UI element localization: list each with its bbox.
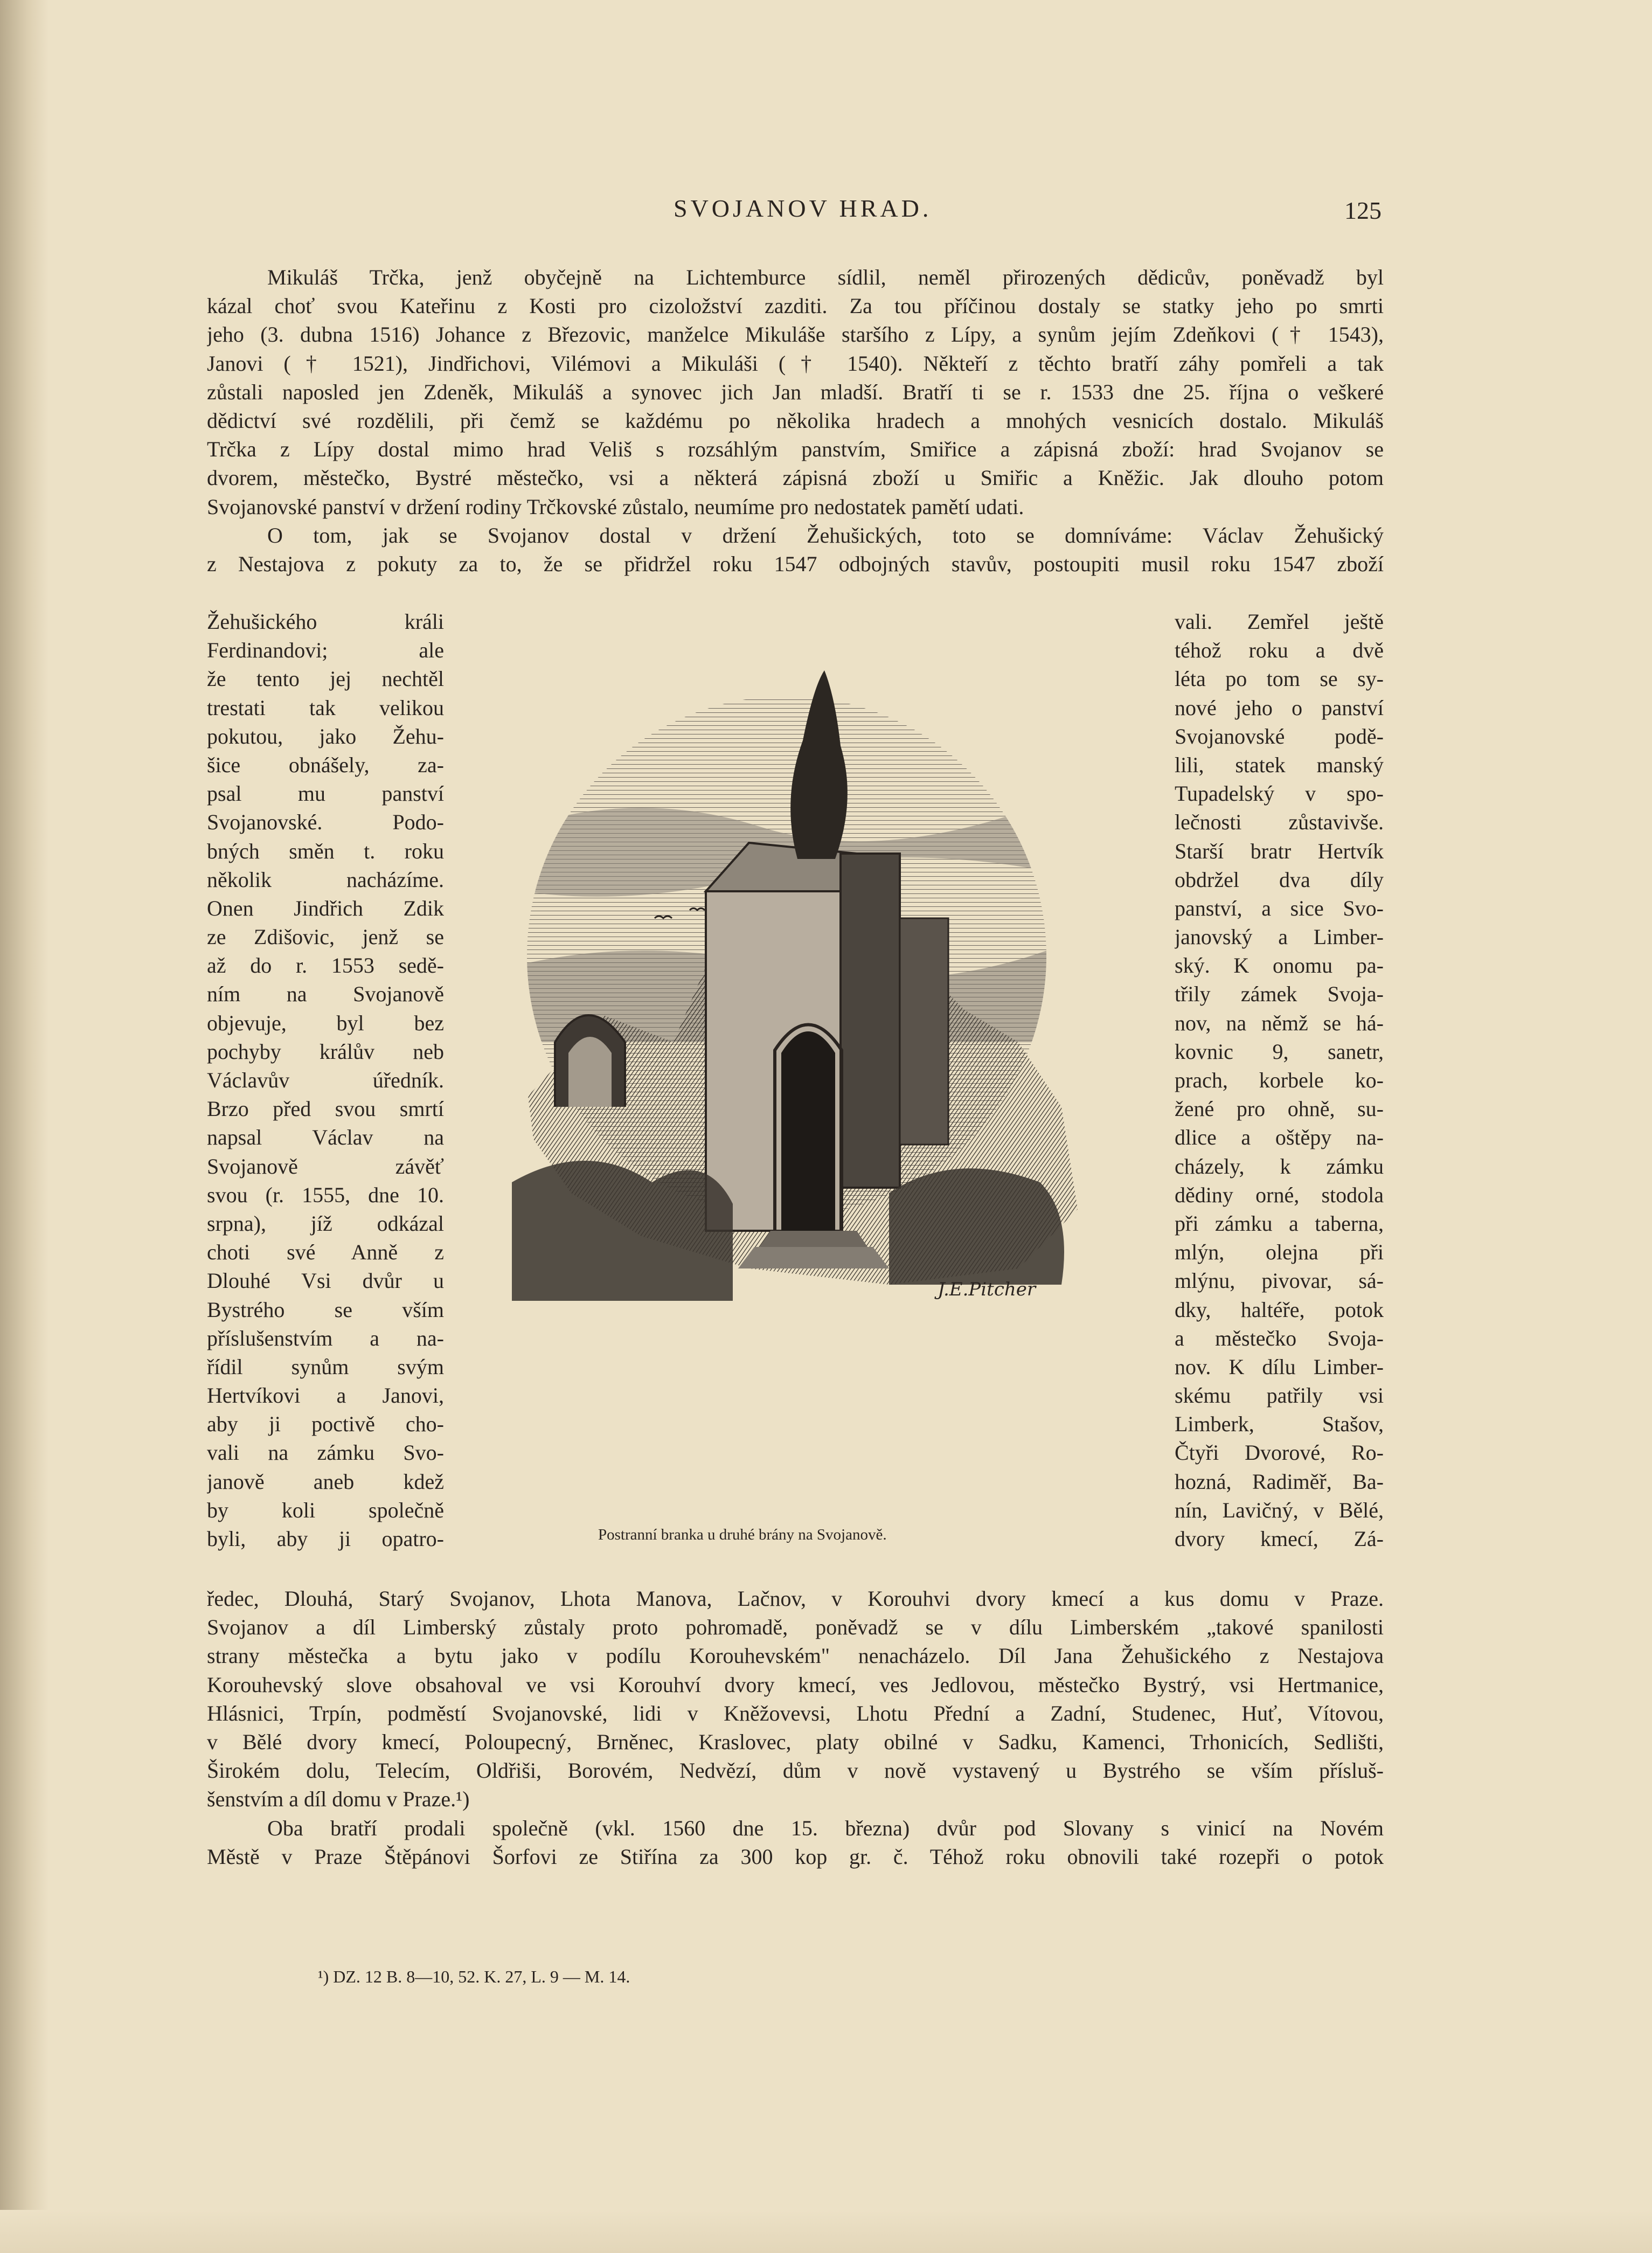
- text-line: Onen Jindřich Zdik: [207, 896, 444, 920]
- text-line: a městečko Svoja-: [1175, 1326, 1384, 1350]
- text-line: dvory kmecí, Zá-: [1175, 1527, 1384, 1551]
- text-line: nín, Lavičný, v Bělé,: [1175, 1498, 1384, 1522]
- text-line: při zámku a taberna,: [1175, 1211, 1384, 1236]
- text-line: strany městečka a bytu jako v podílu Korouhevském" nenacházelo. Díl Jana Žehušického z Nestajova: [207, 1644, 1384, 1668]
- text-line: janově aneb kdež: [207, 1469, 444, 1494]
- text-line: třily zámek Svoja-: [1175, 982, 1384, 1007]
- bottom-paragraphs: [207, 1584, 1384, 1871]
- text-line: Svojanov a díl Limberský zůstaly proto pohromadě, poněvadž se v dílu Limberském „takové spanilosti: [207, 1615, 1384, 1640]
- text-line: by koli společně: [207, 1498, 444, 1522]
- text-line: aby ji poctivě cho-: [207, 1412, 444, 1437]
- text-line: Bystrého se vším: [207, 1297, 444, 1322]
- text-line: Oba bratří prodali společně (vkl. 1560 dne 15. března) dvůr pod Slovany s vinicí na Novém: [267, 1815, 1384, 1840]
- text-line: že tento jej nechtěl: [207, 667, 444, 691]
- text-line: nové jeho o panství: [1175, 695, 1384, 720]
- text-line: v Bělé dvory kmecí, Poloupecný, Brněnec, Kraslovec, platy obilné v Sadku, Kamenci, Trhonicích, Sedlišti,: [207, 1729, 1384, 1754]
- text-line: řídil synům svým: [207, 1354, 444, 1379]
- text-line: cházely, k zámku: [1175, 1154, 1384, 1179]
- text-line: Hlásnici, Trpín, podměstí Svojanovské, lidi v Kněžovevsi, Lhotu Přední a Zadní, Studenec, Huť, Vítovou,: [207, 1701, 1384, 1725]
- text-line: ze Zdišovic, jenž se: [207, 925, 444, 949]
- text-line: Limberk, Stašov,: [1175, 1412, 1384, 1437]
- footnote: ¹) DZ. 12 B. 8—10, 52. K. 27, L. 9 — M. 14.: [318, 1967, 630, 1986]
- text-line: Dlouhé Vsi dvůr u: [207, 1268, 444, 1293]
- page-number: 125: [1344, 197, 1382, 224]
- text-line: nov. K dílu Limber-: [1175, 1354, 1384, 1379]
- text-line: Žehušického králi: [207, 609, 444, 634]
- text-line: O tom, jak se Svojanov dostal v držení Žehušických, toto se domníváme: Václav Žehušický: [267, 523, 1384, 547]
- text-line: Trčka z Lípy dostal mimo hrad Veliš s rozsáhlým panstvím, Smiřice a zápisná zboží: hrad Svojanov se: [207, 437, 1384, 462]
- text-line: hozná, Radiměř, Ba-: [1175, 1469, 1384, 1494]
- text-line: psal mu panství: [207, 781, 444, 806]
- text-line: svou (r. 1555, dne 10.: [207, 1182, 444, 1207]
- text-line: choti své Anně z: [207, 1240, 444, 1265]
- text-line: Ferdinandovi; ale: [207, 638, 444, 663]
- text-line: téhož roku a dvě: [1175, 638, 1384, 663]
- text-line: šenstvím a díl domu v Praze.¹): [207, 1787, 470, 1812]
- text-line: dědictví své rozdělili, při čemž se každému po několika hradech a mnohých vesnicích dostalo. Mikuláš: [207, 408, 1384, 433]
- text-line: vali. Zemřel ještě: [1175, 609, 1384, 634]
- text-line: zůstali naposled jen Zdeněk, Mikuláš a synovec jich Jan mladší. Bratří ti se r. 1533 dne 25. října o veškeré: [207, 379, 1384, 404]
- text-line: několik nacházíme.: [207, 867, 444, 892]
- text-line: jeho (3. dubna 1516) Johance z Březovic, manželce Mikuláše staršího z Lípy, a synům jejím Zdeňkovi († 1543),: [207, 322, 1384, 347]
- text-line: Korouhevský slove obsahoval ve vsi Korouhví dvory kmecí, ves Jedlovou, městečko Bystrý, vsi Hertmanice,: [207, 1672, 1384, 1697]
- text-line: Hertvíkovi a Janovi,: [207, 1383, 444, 1408]
- page-header: [0, 194, 1652, 232]
- text-line: Janovi († 1521), Jindřichovi, Vilémovi a Mikuláši († 1540). Někteří z těchto bratří záhy pomřeli a tak: [207, 351, 1384, 376]
- text-line: ředec, Dlouhá, Starý Svojanov, Lhota Manova, Lačnov, v Korouhvi dvory kmecí a kus domu v Praze.: [207, 1586, 1384, 1611]
- text-line: prach, korbele ko-: [1175, 1068, 1384, 1092]
- text-line: dlice a oštěpy na-: [1175, 1125, 1384, 1150]
- text-line: léta po tom se sy-: [1175, 667, 1384, 691]
- text-line: mlýn, olejna při: [1175, 1240, 1384, 1265]
- text-line: Brzo před svou smrtí: [207, 1097, 444, 1121]
- text-line: Václavův úředník.: [207, 1068, 444, 1092]
- text-line: Tupadelský v spo-: [1175, 781, 1384, 806]
- text-line: mlýnu, pivovar, sá-: [1175, 1268, 1384, 1293]
- text-line: žené pro ohně, su-: [1175, 1097, 1384, 1121]
- text-line: příslušenstvím a na-: [207, 1326, 444, 1350]
- text-line: kázal choť svou Kateřinu z Kosti pro cizoložství zazditi. Za tou příčinou dostaly se statky jeho po smrti: [207, 294, 1384, 318]
- text-line: ním na Svojanově: [207, 982, 444, 1007]
- text-line: šice obnášely, za-: [207, 752, 444, 777]
- running-title: SVOJANOV HRAD.: [674, 195, 932, 222]
- text-line: Širokém dolu, Telecím, Oldřiši, Borovém, Nedvězí, dům v nově vystavený u Bystrého se vším přísluš-: [207, 1758, 1384, 1783]
- text-line: Mikuláš Trčka, jenž obyčejně na Lichtemburce sídlil, neměl přirozených dědicův, poněvadž byl: [267, 265, 1384, 289]
- gate-engraving: [480, 665, 1094, 1516]
- top-paragraphs: [207, 263, 1384, 578]
- text-line: napsal Václav na: [207, 1125, 444, 1150]
- text-line: z Nestajova z pokuty za to, že se přidržel roku 1547 odbojných stavův, postoupiti musil roku 1547 zboží: [207, 551, 1384, 576]
- text-line: Městě v Praze Štěpánovi Šorfovi ze Stiřína za 300 kop gr. č. Téhož roku obnovili také rozepři o potok: [207, 1844, 1384, 1869]
- text-line: panství, a sice Svo-: [1175, 896, 1384, 920]
- text-line: Svojanovské. Podo-: [207, 810, 444, 835]
- text-line: bných směn t. roku: [207, 838, 444, 863]
- text-line: Čtyři Dvorové, Ro-: [1175, 1440, 1384, 1465]
- text-line: dvorem, městečko, Bystré městečko, vsi a některá zápisná zboží u Smiřic a Kněžic. Jak dlouho potom: [207, 466, 1384, 490]
- figure-caption: Postranní branka u druhé brány na Svojanově.: [598, 1526, 887, 1543]
- text-line: Starší bratr Hertvík: [1175, 838, 1384, 863]
- text-line: nov, na němž se há-: [1175, 1010, 1384, 1035]
- artist-signature: J.E.Pitcher: [938, 1279, 1036, 1300]
- text-line: skému patřily vsi: [1175, 1383, 1384, 1408]
- text-line: pokutou, jako Žehu-: [207, 724, 444, 748]
- text-line: srpna), jíž odkázal: [207, 1211, 444, 1236]
- text-line: pochyby králův neb: [207, 1039, 444, 1064]
- left-column-text: [207, 607, 444, 1553]
- text-line: až do r. 1553 sedě-: [207, 953, 444, 978]
- text-line: lili, statek manský: [1175, 752, 1384, 777]
- text-line: Svojanovské podě-: [1175, 724, 1384, 748]
- right-column-text: [1175, 607, 1384, 1553]
- text-line: dky, haltéře, potok: [1175, 1297, 1384, 1322]
- text-line: janovský a Limber-: [1175, 925, 1384, 949]
- page-gutter-shadow: [0, 0, 48, 2253]
- text-line: Svojanovské panství v držení rodiny Trčkovské zůstalo, neumíme pro nedostatek pamětí udati.: [207, 494, 1024, 519]
- text-line: kovnic 9, sanetr,: [1175, 1039, 1384, 1064]
- text-line: objevuje, byl bez: [207, 1010, 444, 1035]
- text-line: vali na zámku Svo-: [207, 1440, 444, 1465]
- page-bottom-tone: [0, 2210, 1652, 2253]
- text-line: dědiny orné, stodola: [1175, 1182, 1384, 1207]
- text-line: Svojanově závěť: [207, 1154, 444, 1179]
- text-line: obdržel dva díly: [1175, 867, 1384, 892]
- text-line: trestati tak velikou: [207, 695, 444, 720]
- text-line: ský. K onomu pa-: [1175, 953, 1384, 978]
- text-line: lečnosti zůstavivše.: [1175, 810, 1384, 835]
- text-line: byli, aby ji opatro-: [207, 1527, 444, 1551]
- engraving-figure: [480, 665, 1094, 1559]
